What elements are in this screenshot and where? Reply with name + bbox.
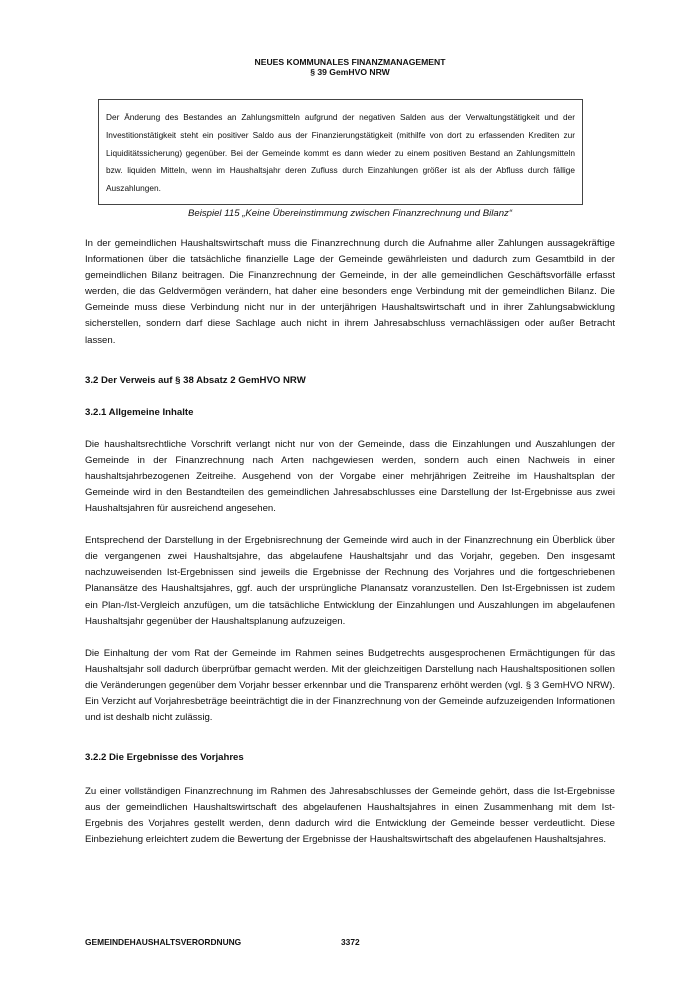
main-content [85,236,615,849]
paragraph-3: Die Einhaltung der vom Rat der Gemeinde im Rahmen seines Budgetrechts ausgesprochenen Ermächtigungen für das Haushaltsjahr soll dadurch überprüfbar gemacht werden. Mit der gleichzeitigen Darstellung nach Haushaltspositionen sollen die Veränderungen gegenüber dem Vorjahr besser erkennbar und die Transparenz erhöht werden (vgl. § 3 GemHVO NRW). Ein Verzicht auf Vorjahresbeträge beeinträchtigt die in der Finanzrechnung von der Gemeinde aufzuzeigenden Informationen und ist deshalb nicht zulässig. [85,647,615,724]
section-heading-3-2-1: 3.2.1 Allgemeine Inhalte [85,406,194,418]
page-number: 3372 [341,937,360,947]
header-subtitle: § 39 GemHVO NRW [310,67,390,77]
paragraph-2: Entsprechend der Darstellung in der Ergebnisrechnung der Gemeinde wird auch in der Finanzrechnung ein Überblick über die vergangenen zwei Haushaltsjahre, das abgelaufene Haushaltsjahr und das Vorjahr, gegeben. Den insgesamt nachzuweisenden Ist-Ergebnissen sind jeweils die Ergebnisse der Rechnung des Vorjahres und die fortgeschriebenen Planansätze des Haushaltsjahres, ggf. auch der ursprüngliche Planansatz voranzustellen. Den Ist-Ergebnissen ist zudem ein Plan-/Ist-Vergleich anzufügen, um die tatsächliche Entwicklung der Einzahlungen und Auszahlungen im abgelaufenen Haushaltsjahr gegenüber der Haushaltsplanung aufzuzeigen. [85,535,615,627]
example-box [98,99,583,205]
page-header [0,57,700,77]
section-heading-3-2-2: 3.2.2 Die Ergebnisse des Vorjahres [85,752,244,764]
intro-paragraph: In der gemeindlichen Haushaltswirtschaft muss die Finanzrechnung durch die Aufnahme aller Zahlungen aussagekräftige Informationen über die tatsächliche finanzielle Lage der Gemeinde gewährleisten und dadurch zum Gesamtbild in der gemeindlichen Bilanz beitragen. Die Finanzrechnung der Gemeinde, in der alle gemeindlichen Geschäftsvorfälle erfasst werden, die das Geldvermögen verändern, hat daher eine besonders enge Verbindung mit der gemeindlichen Bilanz. Die Gemeinde muss diese Verbindung nicht nur in der unterjährigen Haushaltswirtschaft und in ihrer Zahlungsabwicklung sicherstellen, sondern darf diese Sachlage auch nicht in ihrem Jahresabschluss vernachlässigen oder außer Betracht lassen. [85,238,615,346]
footer-title: GEMEINDEHAUSHALTSVERORDNUNG [85,937,242,947]
header-title: NEUES KOMMUNALES FINANZMANAGEMENT [254,57,446,67]
paragraph-4: Zu einer vollständigen Finanzrechnung im Rahmen des Jahresabschlusses der Gemeinde gehört, dass die Ist-Ergebnisse aus der gemeindlichen Haushaltswirtschaft des abgelaufenen Haushaltsjahres in einen Zusammenhang mit dem Ist-Ergebnis des Vorjahres gestellt werden, denn dadurch wird die Entwicklung der Gemeinde besser verdeutlicht. Diese Einbeziehung erleichtert zudem die Bewertung der Ergebnisse der Haushaltswirtschaft des abgelaufenen Haushaltsjahres. [85,786,615,846]
paragraph-1: Die haushaltsrechtliche Vorschrift verlangt nicht nur von der Gemeinde, dass die Einzahlungen und Auszahlungen der Gemeinde in der Finanzrechnung nach Arten nachgewiesen werden, sondern auch einen Nachweis in einer haushaltsjahrbezogenen Zeitreihe. Ausgehend von der Vorgabe einer mehrjährigen Zeitreihe im Haushaltsplan der Gemeinde wird in den Bestandteilen des gemeindlichen Jahresabschlusses eine Darstellung der Ist-Ergebnisse aus zwei Haushaltsjahren für ausreichend angesehen. [85,438,615,515]
example-caption: Beispiel 115 „Keine Übereinstimmung zwischen Finanzrechnung und Bilanz“ [187,208,513,219]
example-text: Der Änderung des Bestandes an Zahlungsmitteln aufgrund der negativen Salden aus der Verwaltungstätigkeit und der Investitionstätigkeit steht ein positiver Saldo aus der Finanzierungstätigkeit (mithilfe von dort zu erfassenden Krediten zur Liquiditätssicherung) gegenüber. Bei der Gemeinde kommt es dann wieder zu einem positiven Bestand an Zahlungsmitteln bzw. liquiden Mitteln, wenn im Haushaltsjahr deren Zufluss durch Einzahlungen größer ist als der Abfluss durch fällige Auszahlungen. [106,112,575,194]
section-heading-3-2: 3.2 Der Verweis auf § 38 Absatz 2 GemHVO NRW [85,374,306,386]
